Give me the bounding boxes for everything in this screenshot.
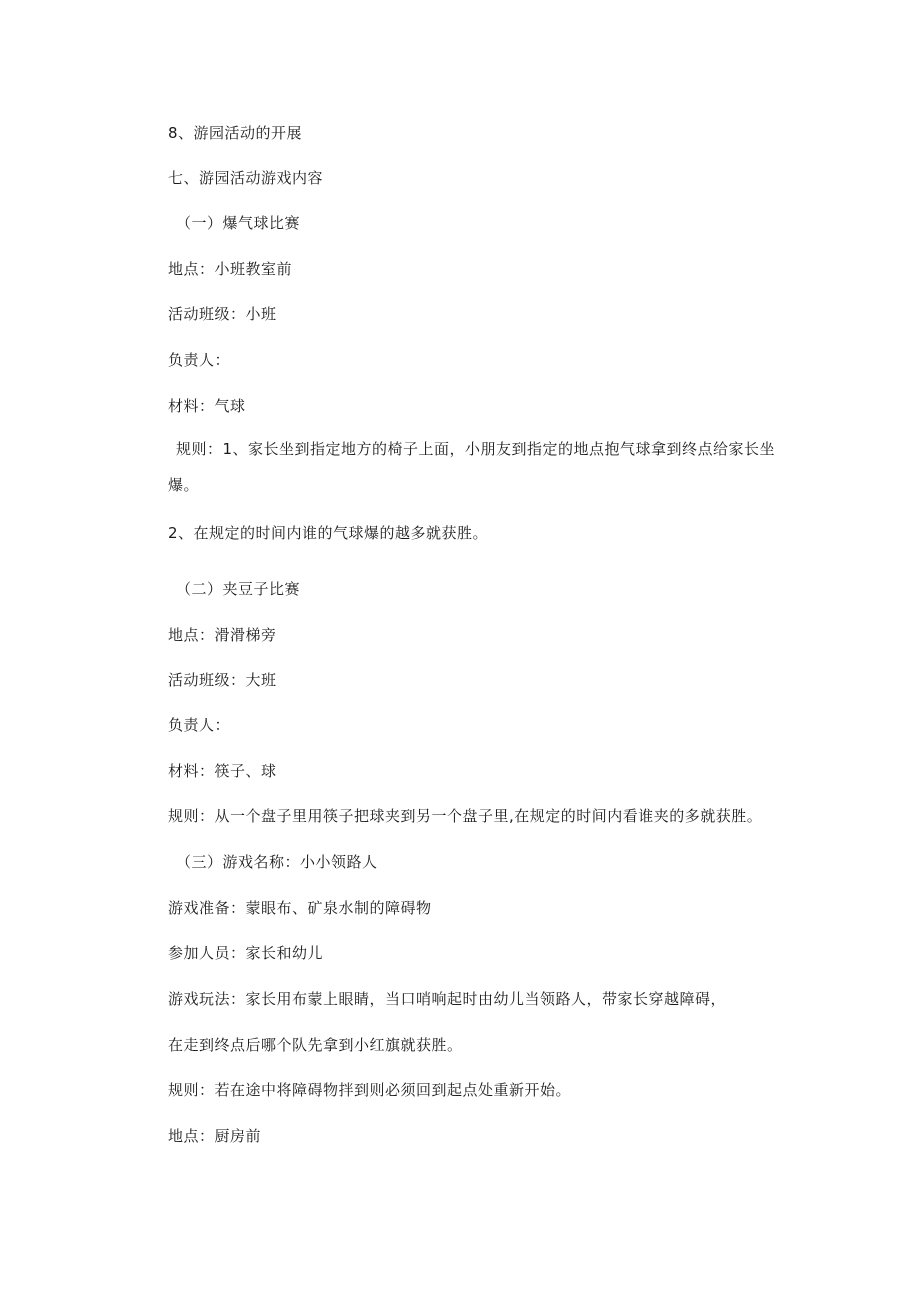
game-2-class: 活动班级：大班 xyxy=(168,671,277,689)
game-1-rule-1: 规则：1、家长坐到指定地方的椅子上面，小朋友到指定的地点抱气球拿到终点给家长坐爆。 xyxy=(168,440,776,494)
game-3-title: （三）游戏名称：小小领路人 xyxy=(176,853,378,871)
game-3-rule: 规则：若在途中将障碍物拌到则必须回到起点处重新开始。 xyxy=(168,1081,572,1099)
section-item-8: 8、游园活动的开展 xyxy=(168,124,303,142)
game-3-how-to-play-continued: 在走到终点后哪个队先拿到小红旗就获胜。 xyxy=(168,1036,463,1054)
game-2-rule: 规则：从一个盘子里用筷子把球夹到另一个盘子里,在规定的时间内看谁夹的多就获胜。 xyxy=(168,807,763,825)
game-1-person-in-charge: 负责人： xyxy=(168,351,231,369)
game-2-location: 地点：滑滑梯旁 xyxy=(168,626,277,644)
game-1-title: （一）爆气球比赛 xyxy=(176,214,301,232)
game-1-materials: 材料：气球 xyxy=(168,397,246,415)
game-2-title: （二）夹豆子比赛 xyxy=(176,580,301,598)
game-2-person-in-charge: 负责人： xyxy=(168,716,231,734)
game-3-participants: 参加人员：家长和幼儿 xyxy=(168,944,324,962)
game-3-how-to-play: 游戏玩法：家长用布蒙上眼睛，当口哨响起时由幼儿当领路人，带家长穿越障碍， xyxy=(168,990,727,1008)
section-heading-7: 七、游园活动游戏内容 xyxy=(168,169,324,187)
game-2-materials: 材料：筷子、球 xyxy=(168,762,277,780)
game-3-location: 地点：厨房前 xyxy=(168,1127,262,1145)
game-1-location: 地点：小班教室前 xyxy=(168,260,293,278)
game-1-class: 活动班级：小班 xyxy=(168,305,277,323)
game-3-preparation: 游戏准备：蒙眼布、矿泉水制的障碍物 xyxy=(168,899,432,917)
game-1-rule-2: 2、在规定的时间内谁的气球爆的越多就获胜。 xyxy=(168,524,489,542)
